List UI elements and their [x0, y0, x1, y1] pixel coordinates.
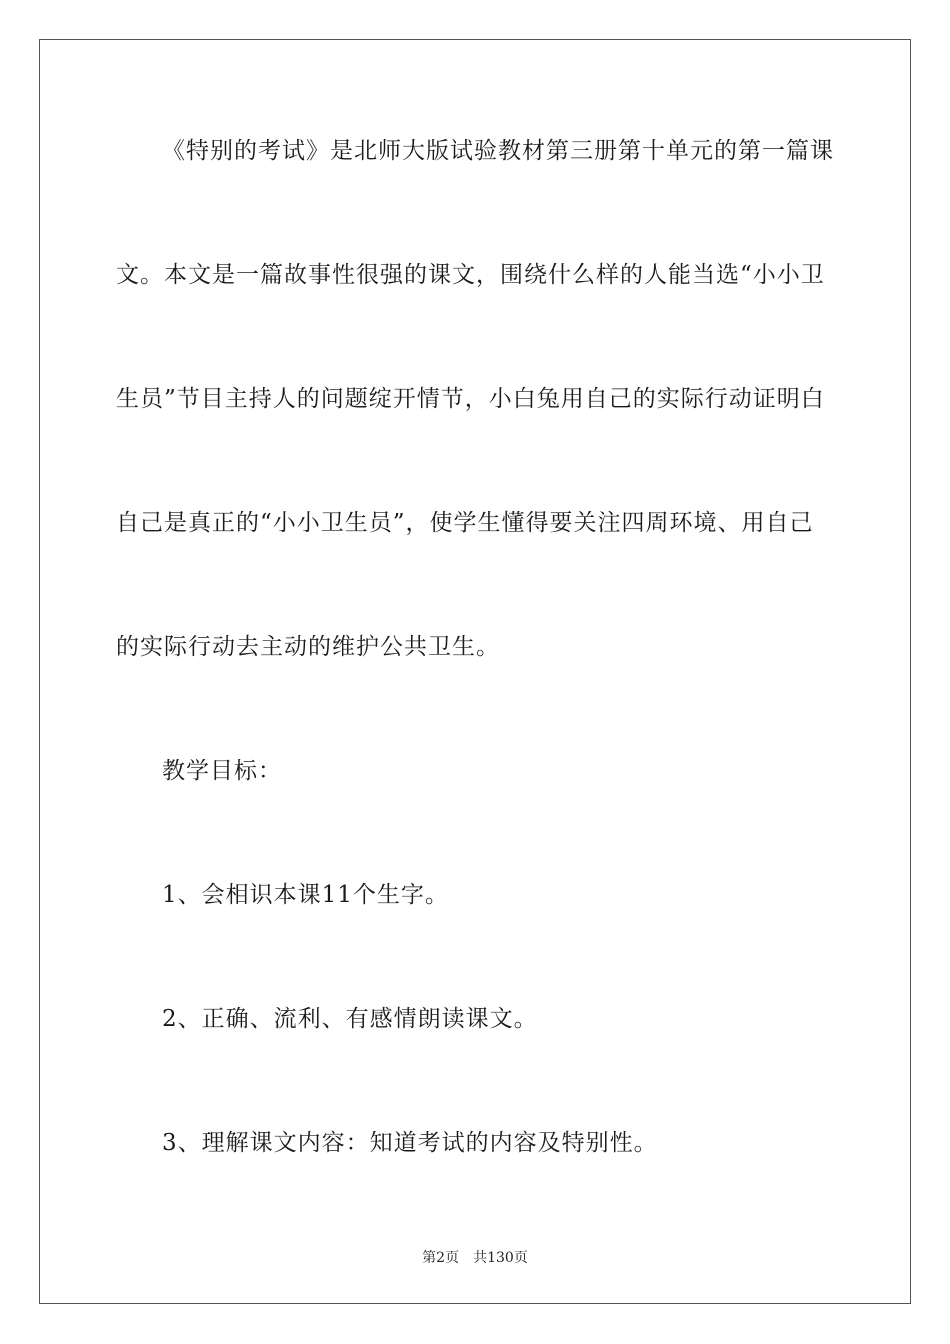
page-total: 共130页 — [473, 1250, 528, 1266]
paragraph-line-4: 自己是真正的“小小卫生员”，使学生懂得要关注四周环境、用自己 — [116, 510, 814, 536]
paragraph-line-1: 《特别的考试》是北师大版试验教材第三册第十单元的第一篇课 — [162, 138, 834, 164]
page-number: 第2页 — [422, 1250, 460, 1266]
section-heading-teaching-goals: 教学目标： — [162, 758, 282, 784]
page-frame — [39, 39, 911, 1304]
page-footer — [0, 1247, 950, 1267]
paragraph-line-5: 的实际行动去主动的维护公共卫生。 — [116, 634, 500, 660]
goal-item-3: 3、理解课文内容：知道考试的内容及特别性。 — [162, 1130, 658, 1156]
paragraph-line-3: 生员”节目主持人的问题绽开情节，小白兔用自己的实际行动证明白 — [116, 386, 825, 412]
goal-item-1: 1、会相识本课11个生字。 — [162, 882, 449, 908]
paragraph-line-2: 文。本文是一篇故事性很强的课文，围绕什么样的人能当选“小小卫 — [116, 262, 825, 288]
goal-item-2: 2、正确、流利、有感情朗读课文。 — [162, 1006, 538, 1032]
